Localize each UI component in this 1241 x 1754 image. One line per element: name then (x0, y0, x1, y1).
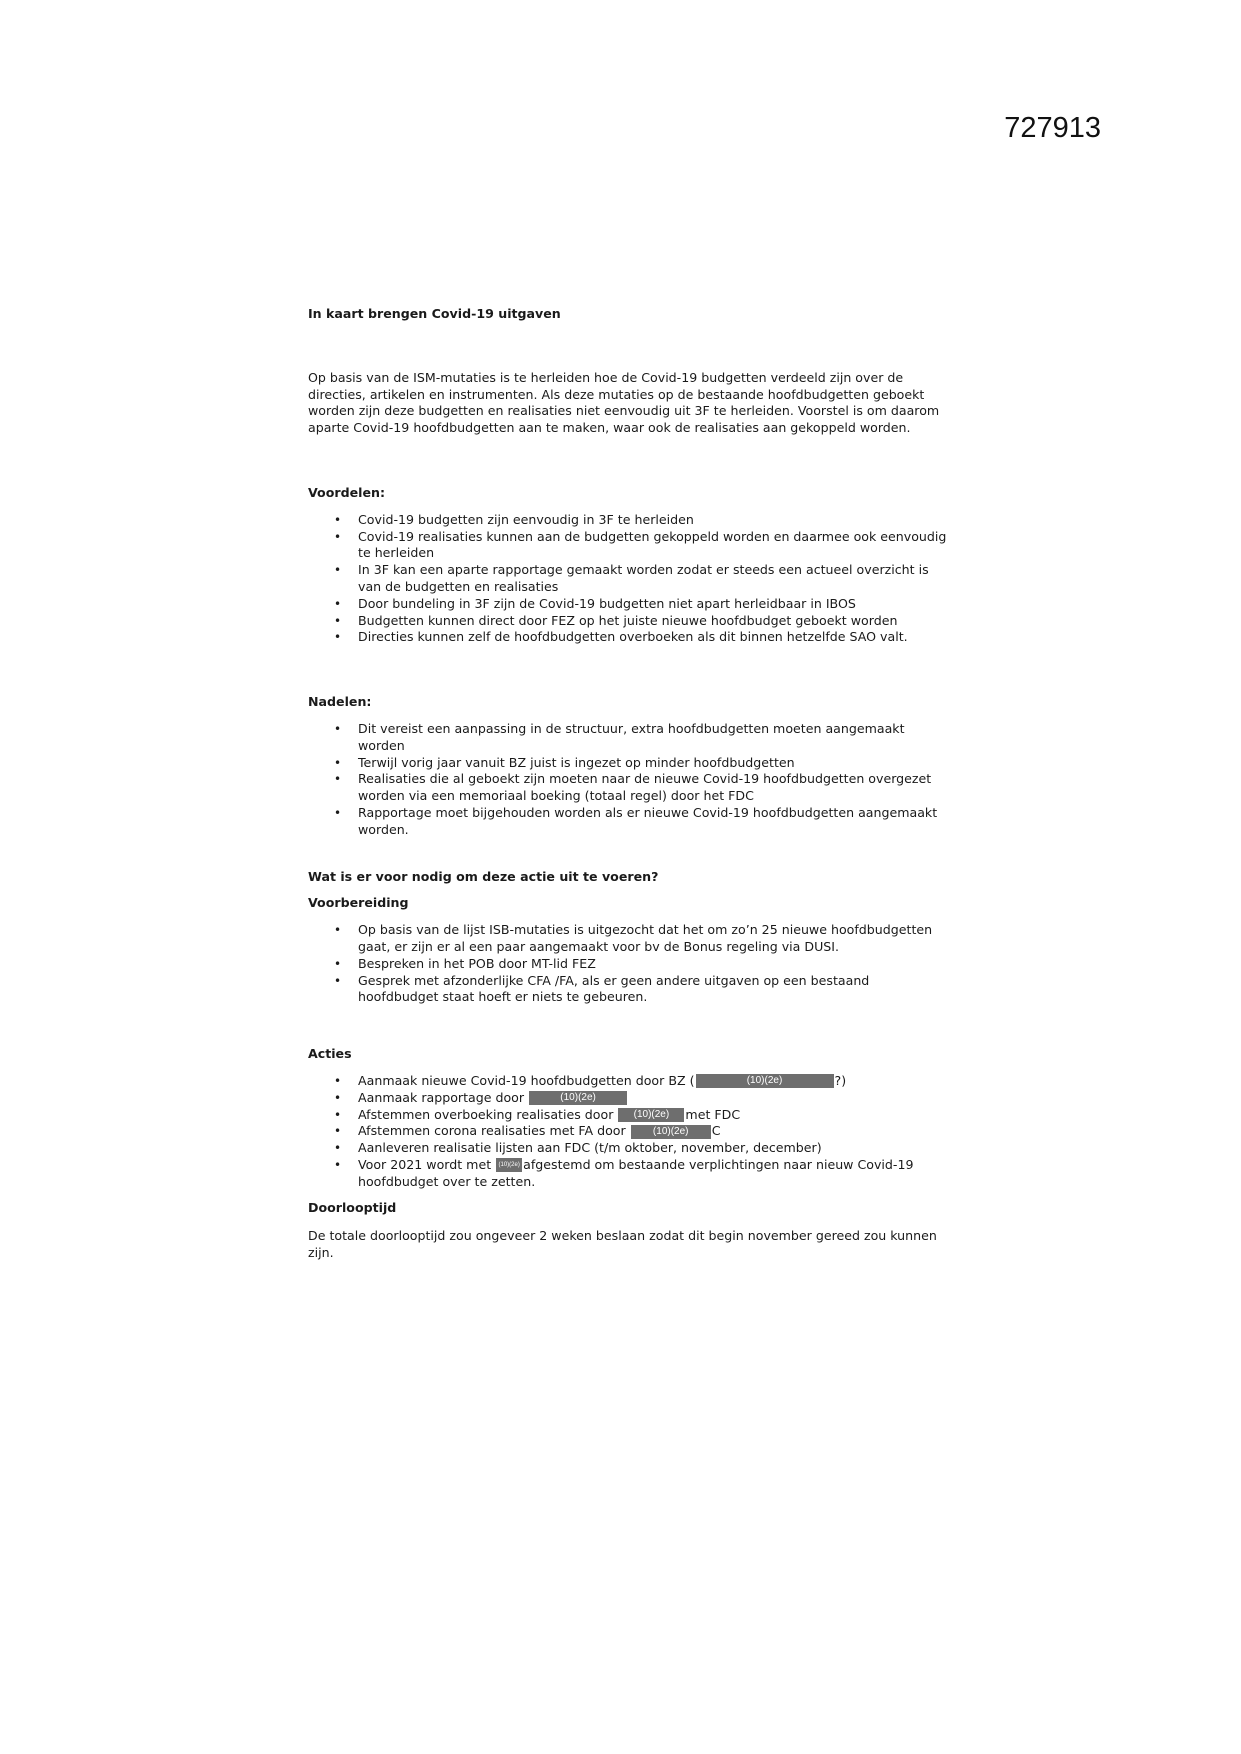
wat-heading: Wat is er voor nodig om deze actie uit te voeren? (308, 868, 659, 884)
voorbereiding-list (308, 922, 948, 1006)
acties-heading: Acties (308, 1046, 352, 1062)
item-text: Afstemmen corona realisaties met FA door (358, 1123, 626, 1139)
item-text: afgestemd om bestaande verplichtingen naar nieuw Covid-19 hoofdbudget over te zetten. (358, 1156, 914, 1189)
list-item: • Dit vereist een aanpassing in de structuur, extra hoofdbudgetten moeten aangemaakt worden (358, 721, 948, 755)
item-text: met FDC (685, 1106, 741, 1122)
voordelen-list (308, 512, 948, 646)
item-text: ?) (834, 1072, 847, 1088)
list-item (358, 1073, 948, 1090)
doorlooptijd-paragraph: De totale doorlooptijd zou ongeveer 2 weken beslaan zodat dit begin november gereed zou kunnen zijn. (308, 1228, 937, 1261)
list-item: • Realisaties die al geboekt zijn moeten naar de nieuwe Covid-19 hoofdbudgetten overgezet worden via een memoriaal boeking (totaal regel) door het FDC (358, 771, 948, 805)
list-item (358, 1123, 948, 1140)
redaction-box: (10)(2e) (496, 1158, 522, 1172)
nadelen-heading: Nadelen: (308, 694, 372, 710)
redaction-box: (10)(2e) (631, 1125, 711, 1139)
voorbereiding-heading: Voorbereiding (308, 895, 409, 911)
redaction-box: (10)(2e) (529, 1091, 627, 1105)
list-item (358, 1090, 948, 1107)
intro-paragraph: Op basis van de ISM-mutaties is te herleiden hoe de Covid-19 budgetten verdeeld zijn over de directies, artikelen en instrumenten. Als deze mutaties op de bestaande hoofdbudgetten geboekt worden zijn deze budgetten en realisaties niet eenvoudig uit 3F te herleiden. Voorstel is om daarom aparte Covid-19 hoofdbudgetten aan te maken, waar ook de realisaties aan gekoppeld worden. (308, 369, 940, 436)
list-item: • Bespreken in het POB door MT-lid FEZ (358, 956, 948, 973)
redaction-box: (10)(2e) (618, 1108, 684, 1122)
list-item (358, 1157, 948, 1191)
document-number: 727913 (1004, 112, 1101, 144)
list-item: • Covid-19 budgetten zijn eenvoudig in 3F te herleiden (358, 512, 948, 529)
list-item: • Directies kunnen zelf de hoofdbudgetten overboeken als dit binnen hetzelfde SAO valt. (358, 629, 948, 646)
list-item: • Aanleveren realisatie lijsten aan FDC (t/m oktober, november, december) (358, 1140, 948, 1157)
item-text: C (711, 1123, 721, 1139)
item-text: Afstemmen overboeking realisaties door (358, 1106, 614, 1122)
item-text: Aanmaak rapportage door (358, 1089, 525, 1105)
list-item: • Door bundeling in 3F zijn de Covid-19 budgetten niet apart herleidbaar in IBOS (358, 596, 948, 613)
document-body (308, 306, 948, 1262)
list-item: • Gesprek met afzonderlijke CFA /FA, als er geen andere uitgaven op een bestaand hoofdbudget staat hoeft er niets te gebeuren. (358, 973, 948, 1007)
redaction-box: (10)(2e) (696, 1074, 834, 1088)
item-text: Aanmaak nieuwe Covid-19 hoofdbudgetten door BZ ( (358, 1072, 695, 1088)
list-item: • In 3F kan een aparte rapportage gemaakt worden zodat er steeds een actueel overzicht is van de budgetten en realisaties (358, 562, 948, 596)
list-item: • Budgetten kunnen direct door FEZ op het juiste nieuwe hoofdbudget geboekt worden (358, 613, 948, 630)
list-item: • Covid-19 realisaties kunnen aan de budgetten gekoppeld worden en daarmee ook eenvoudig te herleiden (358, 529, 948, 563)
list-item: • Rapportage moet bijgehouden worden als er nieuwe Covid-19 hoofdbudgetten aangemaakt worden. (358, 805, 948, 839)
acties-list (308, 1073, 948, 1191)
list-item: • Op basis van de lijst ISB-mutaties is uitgezocht dat het om zo’n 25 nieuwe hoofdbudgetten gaat, er zijn er al een paar aangemaakt voor bv de Bonus regeling via DUSI. (358, 922, 948, 956)
voordelen-heading: Voordelen: (308, 484, 385, 500)
item-text: Voor 2021 wordt met (358, 1156, 492, 1172)
document-title: In kaart brengen Covid-19 uitgaven (308, 306, 561, 321)
nadelen-list (308, 721, 948, 839)
list-item: • Terwijl vorig jaar vanuit BZ juist is ingezet op minder hoofdbudgetten (358, 755, 948, 772)
list-item (358, 1107, 948, 1124)
doorlooptijd-heading: Doorlooptijd (308, 1200, 397, 1216)
